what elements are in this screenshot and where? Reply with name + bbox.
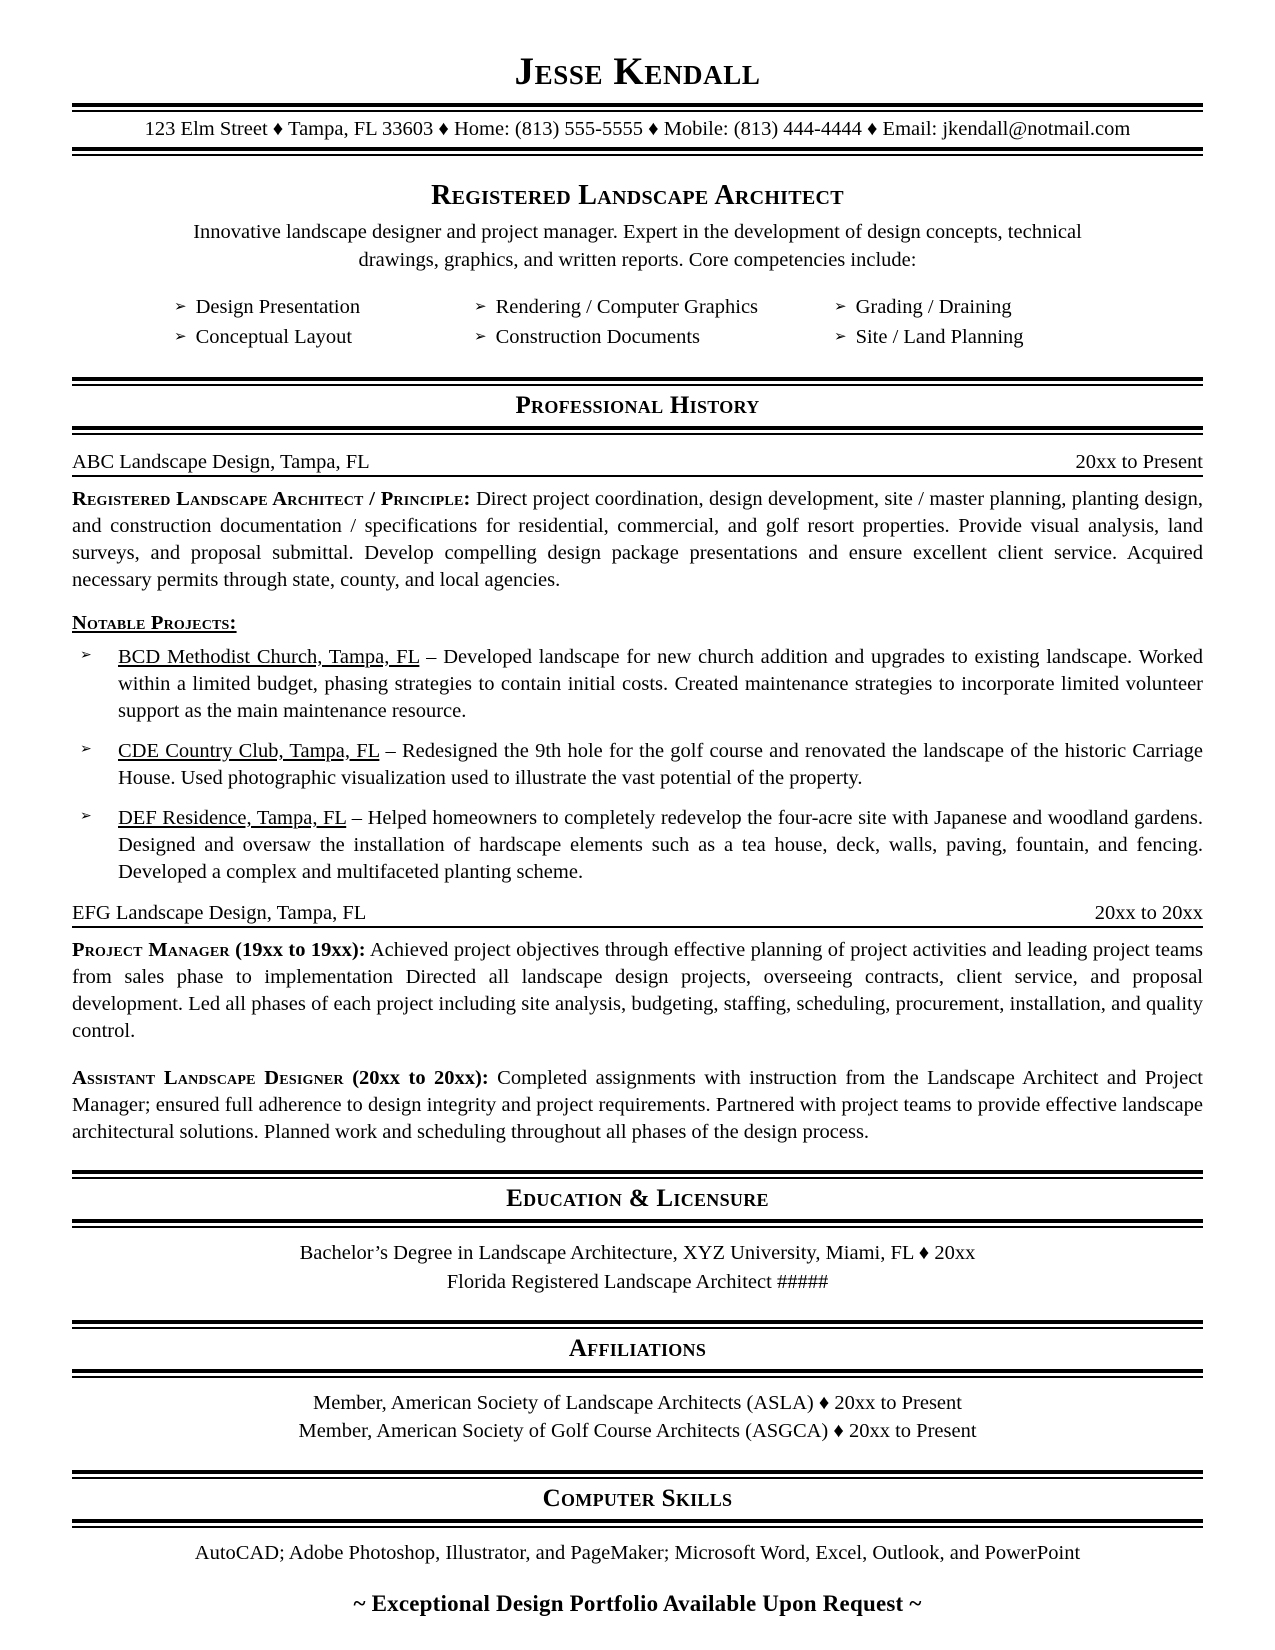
- competency-item: [834, 292, 1094, 322]
- footer-tagline: ~ Exceptional Design Portfolio Available Upon Request ~: [353, 1590, 922, 1616]
- list-item: [72, 805, 1203, 886]
- role-description: Achieved project objectives through effective planning of project activities and leading project teams from sales phase to implementation Directed all landscape design projects, overseeing contracts, client service, and proposal development. Led all phases of each project including site analysis, budgeting, staffing, scheduling, procurement, installation, and quality control.: [72, 939, 1203, 1043]
- section-professional-history: [72, 377, 1203, 1147]
- job-header: [72, 451, 1203, 477]
- arrow-bullet-icon: ➢: [174, 296, 187, 315]
- competency-item: [174, 322, 474, 352]
- competency-item: [834, 322, 1094, 352]
- role-title: Project Manager: [72, 939, 230, 962]
- arrow-bullet-icon: ➢: [834, 296, 847, 315]
- section-rule-bottom: [72, 1519, 1203, 1528]
- competency-item: [474, 292, 834, 322]
- header-rule-bottom: [72, 147, 1203, 156]
- role-description: Completed assignments with instruction from the Landscape Architect and Project Manager; ensured full adherence to design integrity and project requirements. Partnered with project teams to provide effective landscape architectural solutions. Planned work and scheduling throughout all phases of the design process.: [72, 1067, 1204, 1144]
- header-rule-top: [72, 103, 1203, 112]
- education-license: Florida Registered Landscape Architect #####: [446, 1270, 829, 1293]
- competency-label: Site / Land Planning: [855, 326, 1024, 349]
- project-description: – Redesigned the 9th hole for the golf course and renovated the landscape of the historic Carriage House. Used photographic visualization used to illustrate the vast potential of the property.: [118, 739, 1203, 789]
- affiliation-item: Member, American Society of Landscape Architects (ASLA) ♦ 20xx to Present: [313, 1392, 962, 1415]
- project-description: – Developed landscape for new church addition and upgrades to existing landscape. Worked within a limited budget, phasing strategies to contain initial costs. Created maintenance strategies to incorporate limited volunteer support as the main maintenance resource.: [118, 645, 1203, 722]
- skills-item: AutoCAD; Adobe Photoshop, Illustrator, and PageMaker; Microsoft Word, Excel, Outlook, and PowerPoint: [194, 1541, 1081, 1564]
- summary-line-1: Innovative landscape designer and project manager. Expert in the development of design concepts, technical: [193, 220, 1082, 243]
- section-affiliations: [72, 1320, 1203, 1446]
- competency-item: [174, 292, 474, 322]
- role-years: (20xx to 20xx):: [343, 1067, 489, 1090]
- role-paragraph: [72, 486, 1203, 594]
- job-header: [72, 902, 1203, 928]
- competency-label: Construction Documents: [495, 326, 700, 349]
- arrow-bullet-icon: ➢: [80, 646, 92, 663]
- role-paragraph: [72, 937, 1203, 1045]
- professional-summary: [90, 218, 1185, 275]
- core-competencies: [72, 292, 1203, 353]
- role-title: Registered Landscape Architect / Principle:: [72, 487, 471, 510]
- section-rule-top: [72, 1320, 1203, 1329]
- competency-column-2: [474, 292, 834, 353]
- competency-label: Grading / Draining: [855, 295, 1012, 318]
- project-description: – Helped homeowners to completely redevelop the four-acre site with Japanese and woodland gardens. Designed and oversaw the installation of hardscape elements such as a tea house, deck, walls, paving, fountain, and fencing. Developed a complex and multifaceted planting scheme.: [118, 807, 1203, 884]
- notable-projects-heading: Notable Projects:: [72, 611, 237, 634]
- section-computer-skills: [72, 1470, 1203, 1567]
- competency-column-3: [834, 292, 1094, 353]
- professional-title: Registered Landscape Architect: [431, 179, 844, 211]
- section-rule-bottom: [72, 1369, 1203, 1378]
- arrow-bullet-icon: ➢: [474, 327, 487, 346]
- employer-name: ABC Landscape Design, Tampa, FL: [72, 450, 370, 473]
- competency-column-1: [174, 292, 474, 353]
- section-education: [72, 1170, 1203, 1296]
- arrow-bullet-icon: ➢: [474, 296, 487, 315]
- section-rule-top: [72, 1170, 1203, 1179]
- competency-label: Conceptual Layout: [195, 326, 353, 349]
- competency-label: Design Presentation: [195, 295, 361, 318]
- arrow-bullet-icon: ➢: [174, 327, 187, 346]
- role-description: Direct project coordination, design development, site / master planning, planting design, and construction documentation / specifications for residential, commercial, and golf resort properties. Provide visual analysis, land surveys, and proposal submittal. Develop compelling design package presentations and ensure excellent client service. Acquired necessary permits through state, county, and local agencies.: [72, 487, 1203, 591]
- notable-projects-list: [72, 644, 1203, 886]
- list-item: [72, 738, 1203, 792]
- project-name: DEF Residence, Tampa, FL: [118, 807, 347, 830]
- competency-item: [474, 322, 834, 352]
- education-lines: [72, 1239, 1203, 1296]
- arrow-bullet-icon: ➢: [834, 327, 847, 346]
- employment-dates: 20xx to Present: [1075, 450, 1203, 473]
- section-rule-bottom: [72, 1219, 1203, 1228]
- role-paragraph: [72, 1065, 1203, 1146]
- education-degree: Bachelor’s Degree in Landscape Architecture, XYZ University, Miami, FL ♦ 20xx: [299, 1242, 976, 1265]
- section-rule-bottom: [72, 426, 1203, 435]
- section-heading: Affiliations: [568, 1335, 707, 1363]
- project-name: CDE Country Club, Tampa, FL: [118, 739, 380, 762]
- competency-label: Rendering / Computer Graphics: [495, 295, 759, 318]
- project-name: BCD Methodist Church, Tampa, FL: [118, 645, 420, 668]
- section-rule-top: [72, 377, 1203, 386]
- section-heading: Professional History: [515, 391, 760, 419]
- section-rule-top: [72, 1470, 1203, 1479]
- affiliation-item: Member, American Society of Golf Course Architects (ASGCA) ♦ 20xx to Present: [298, 1420, 977, 1443]
- employment-dates: 20xx to 20xx: [1094, 902, 1203, 925]
- summary-line-2: drawings, graphics, and written reports. Core competencies include:: [358, 249, 917, 272]
- section-heading: Education & Licensure: [506, 1185, 769, 1213]
- role-title: Assistant Landscape Designer: [72, 1067, 344, 1090]
- computer-skills-lines: [72, 1539, 1203, 1567]
- arrow-bullet-icon: ➢: [80, 740, 92, 757]
- list-item: [72, 644, 1203, 725]
- arrow-bullet-icon: ➢: [80, 808, 92, 825]
- affiliation-lines: [72, 1389, 1203, 1446]
- section-heading: Computer Skills: [542, 1484, 733, 1512]
- candidate-name: Jesse Kendall: [514, 50, 761, 93]
- role-years: (19xx to 19xx):: [229, 939, 366, 962]
- contact-line: 123 Elm Street ♦ Tampa, FL 33603 ♦ Home: (813) 555-5555 ♦ Mobile: (813) 444-4444 ♦ Email: jkendall@notmail.com: [144, 117, 1131, 140]
- employer-name: EFG Landscape Design, Tampa, FL: [72, 902, 367, 925]
